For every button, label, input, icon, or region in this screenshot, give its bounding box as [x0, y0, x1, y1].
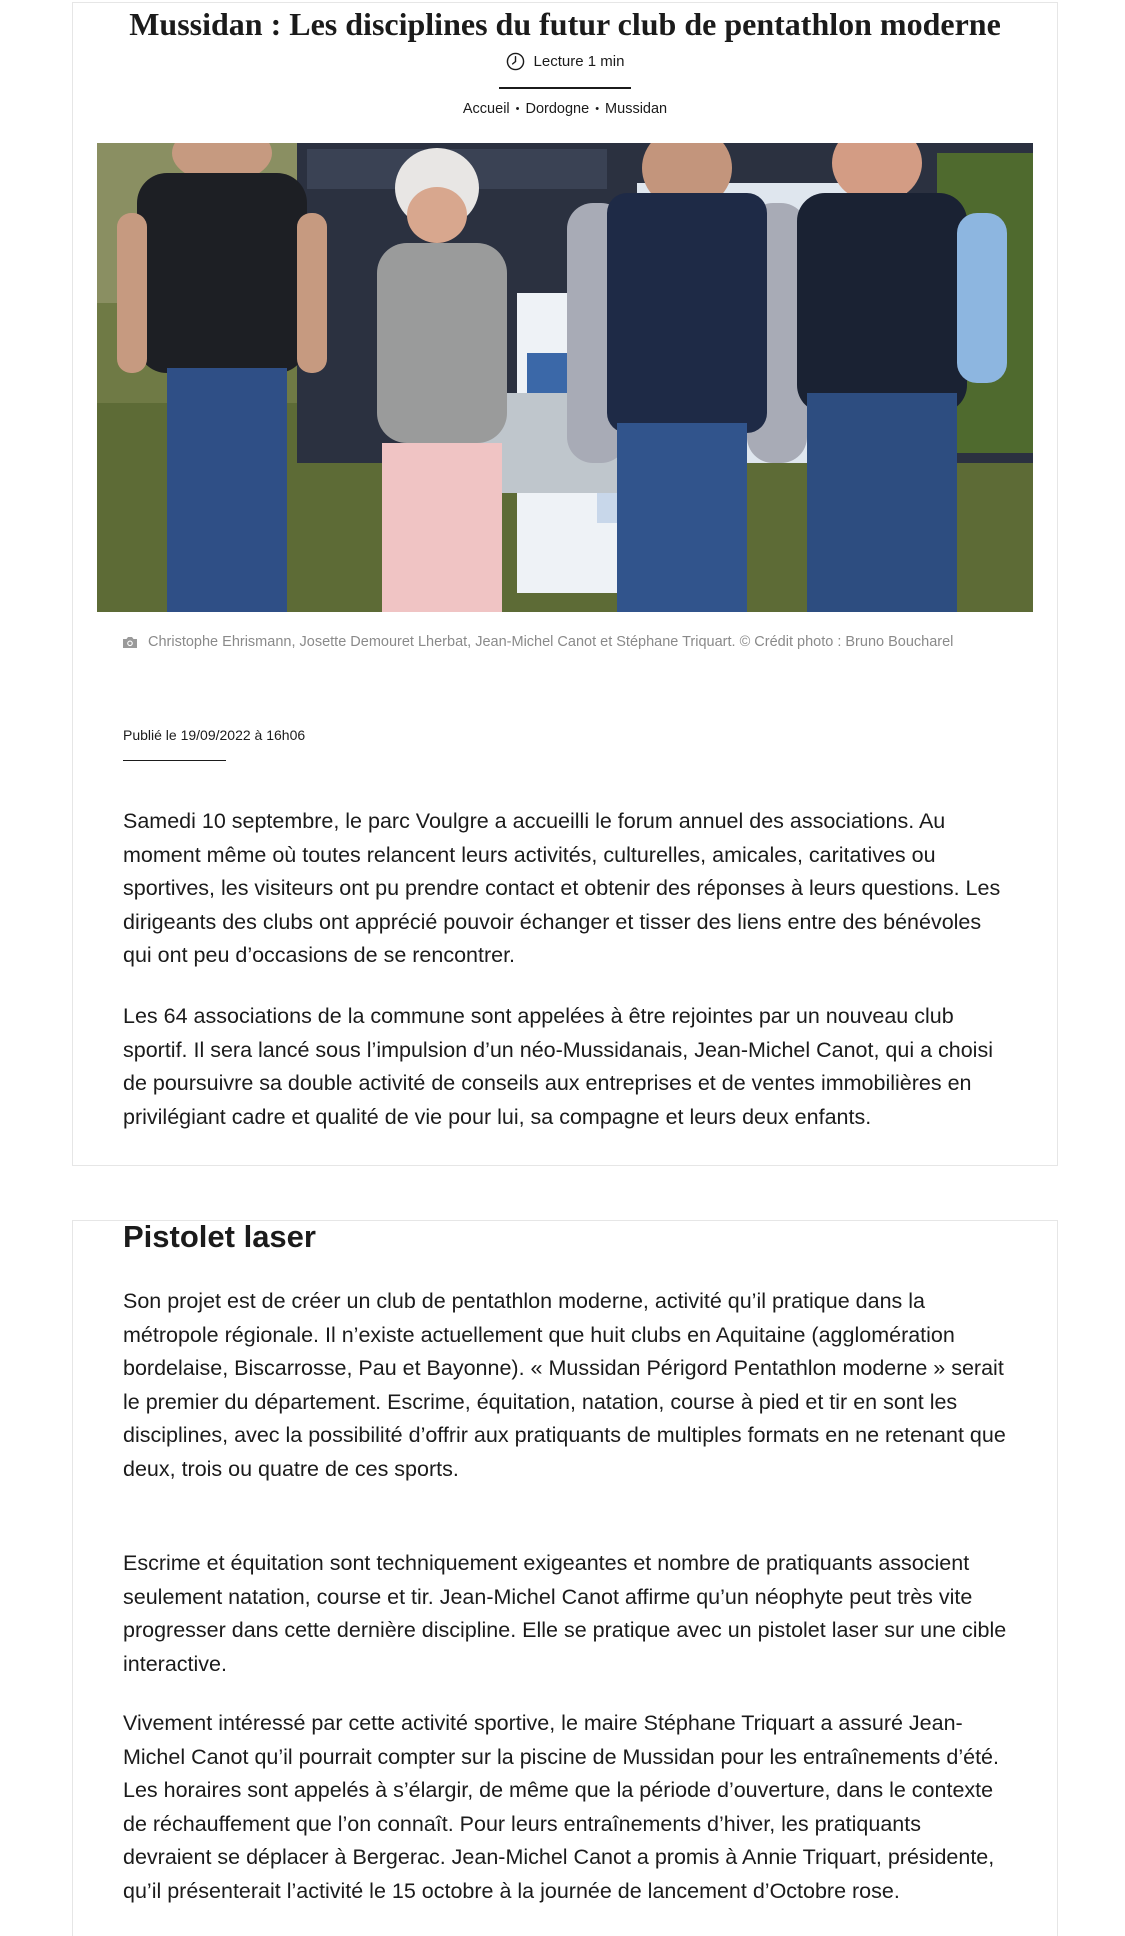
clock-icon [506, 52, 525, 71]
reading-time-label: Lecture 1 min [533, 53, 625, 70]
reading-time [72, 52, 1058, 71]
section-heading: Pistolet laser [123, 1219, 316, 1254]
article-photo[interactable] [97, 143, 1033, 612]
article-paragraph: Samedi 10 septembre, le parc Voulgre a accueilli le forum annuel des associations. Au moment même où toutes relancent leurs activités, culturelles, amicales, caritatives ou sportives, les visiteurs ont pu prendre contact et obtenir des réponses à leurs questions. Les dirigeants des clubs ont apprécié pouvoir échanger et tisser des liens entre des bénévoles qui ont peu d’occasions de se rencontrer. [123, 809, 1001, 967]
photo-caption-text: Christophe Ehrismann, Josette Demouret Lherbat, Jean-Michel Canot et Stéphane Triquart. © Crédit photo : Bruno Boucharel [148, 634, 954, 650]
article-photo-illustration [97, 143, 1033, 612]
published-date: Publié le 19/09/2022 à 16h06 [123, 727, 306, 743]
article-paragraph: Les 64 associations de la commune sont appelées à être rejointes par un nouveau club sportif. Il sera lancé sous l’impulsion d’un néo-Mussidanais, Jean-Michel Canot, qui a choisi de poursuivre sa double activité de conseils aux entreprises et de ventes immobilières en privilégiant cadre et qualité de vie pour lui, sa compagne et leurs deux enfants. [123, 1004, 993, 1129]
article-paragraph: Escrime et équitation sont techniquement exigeantes et nombre de pratiquants associent seulement natation, course et tir. Jean-Michel Canot affirme qu’un néophyte peut très vite progresser dans cette dernière discipline. Elle se pratique avec un pistolet laser sur une cible interactive. [123, 1551, 1007, 1676]
breadcrumb-item-mussidan[interactable]: Mussidan [605, 101, 668, 117]
photo-caption [122, 631, 1002, 654]
article-paragraph: Son projet est de créer un club de pentathlon moderne, activité qu’il pratique dans la métropole régionale. Il n’existe actuellement que huit clubs en Aquitaine (agglomération bordelaise, Biscarrosse, Pau et Bayonne). « Mussidan Périgord Pentathlon moderne » serait le premier du département. Escrime, équitation, natation, course à pied et tir en sont les disciplines, avec la possibilité d’offrir aux pratiquants de multiples formats en ne retenant que deux, trois ou quatre de ces sports. [123, 1289, 1006, 1481]
published-underline [123, 760, 226, 761]
breadcrumb-separator: • [595, 103, 600, 115]
article-title: Mussidan : Les disciplines du futur club de pentathlon moderne [129, 6, 1001, 42]
breadcrumb-item-accueil[interactable]: Accueil [462, 101, 510, 117]
reading-time-underline [499, 87, 631, 89]
breadcrumb [72, 101, 1058, 117]
breadcrumb-separator: • [515, 103, 520, 115]
camera-icon [122, 636, 138, 649]
breadcrumb-item-dordogne[interactable]: Dordogne [525, 101, 590, 117]
article-paragraph: Vivement intéressé par cette activité sportive, le maire Stéphane Triquart a assuré Jean-Michel Canot qu’il pourrait compter sur la piscine de Mussidan pour les entraînements d’été. Les horaires sont appelés à s’élargir, de même que la période d’ouverture, dans le contexte de réchauffement que l’on connaît. Pour leurs entraînements d’hiver, les pratiquants devraient se déplacer à Bergerac. Jean-Michel Canot a promis à Annie Triquart, présidente, qu’il présenterait l’activité le 15 octobre à la journée de lancement d’Octobre rose. [123, 1711, 999, 1903]
